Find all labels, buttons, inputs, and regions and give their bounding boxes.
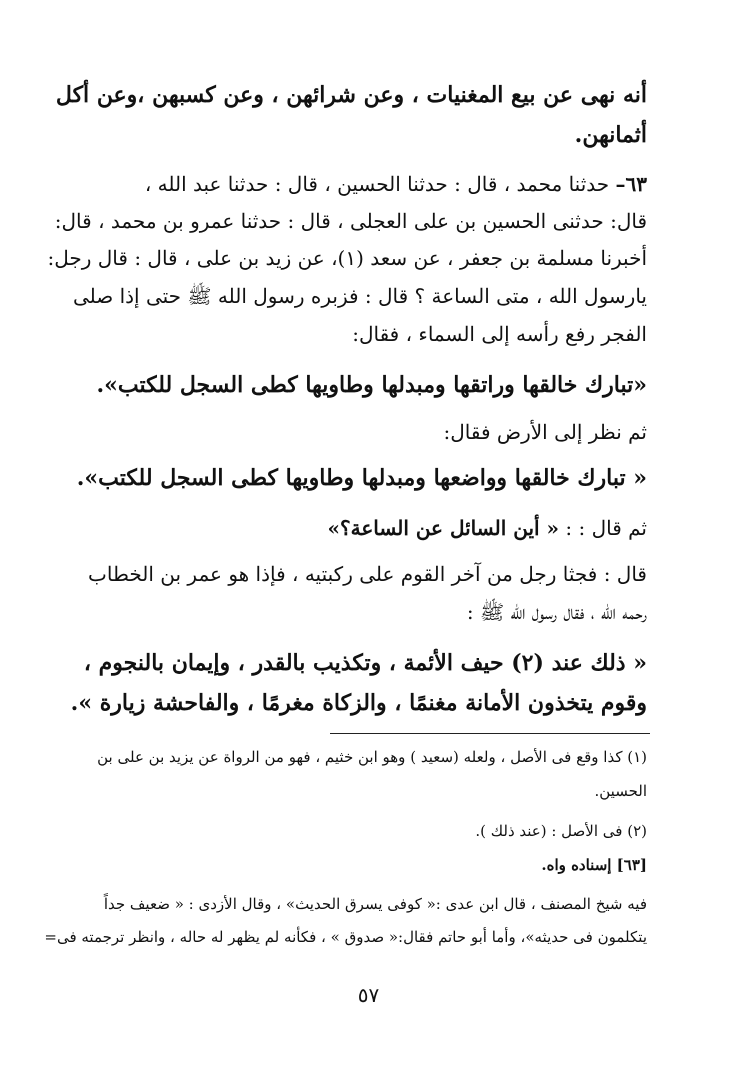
hadith-63-line-6: ثم نظر إلى الأرض فقال: — [443, 420, 647, 444]
hadith-63-line-9: رحمه الله ، فقال رسول الله ﷺ : — [466, 600, 647, 624]
footnote-3-line-2: يتكلمون فى حديثه»، وأما أبو حاتم فقال:« صدوق » ، فكأنه لم يظهر له حاله ، وانظر ترجمته فى= — [44, 928, 647, 946]
hadith-63-line-3: أخبرنا مسلمة بن جعفر ، عن سعد (١)، عن زيد بن على ، قال : قال رجل: — [47, 246, 647, 270]
hadith-63-line-2: قال: حدثنى الحسين بن على العجلى ، قال : حدثنا عمرو بن محمد ، قال: — [54, 209, 647, 233]
hadith-63-line-4: يارسول الله ، متى الساعة ؟ قال : فزبره رسول الله ﷺ حتى إذا صلى — [72, 284, 647, 308]
hadith-63-line-1 — [87, 172, 647, 196]
footnote-1-line-2: الحسين. — [594, 782, 647, 800]
line-7-quote: « أين السائل عن الساعة؟» — [327, 516, 560, 540]
quote-3-line-1: « ذلك عند (٢) حيف الأئمة ، وتكذيب بالقدر ، وإيمان بالنجوم ، — [83, 650, 647, 676]
footnote-2: (٢) فى الأصل : (عند ذلك ). — [475, 822, 647, 840]
hadith-63-line-7 — [328, 516, 647, 540]
header-line-1: أنه نهى عن بيع المغنيات ، وعن شرائهن ، وعن كسبهن ،وعن أكل — [55, 82, 647, 108]
hadith-number: ٦٣– — [615, 172, 647, 196]
quote-2: « تبارك خالقها وواضعها ومبدلها وطاويها كطى السجل للكتب». — [76, 465, 647, 491]
hadith-63-line-1-text: حدثنا محمد ، قال : حدثنا الحسين ، قال : حدثنا عبد الله ، — [144, 172, 616, 196]
hadith-63-line-5: الفجر رفع رأسه إلى السماء ، فقال: — [352, 322, 647, 346]
footnote-1-line-1: (١) كذا وقع فى الأصل ، ولعله (سعيد ) وهو ابن خثيم ، فهو من الرواة عن يزيد بن على بن — [97, 748, 647, 766]
header-line-2: أثمانهن. — [574, 122, 647, 148]
footnote-3-title: [٦٣] إسناده واه. — [541, 856, 647, 874]
quote-1: «تبارك خالقها وراتقها ومبدلها وطاويها كطى السجل للكتب». — [96, 372, 647, 398]
page-number: ٥٧ — [357, 983, 380, 1007]
footnote-divider — [330, 733, 650, 734]
quote-3-line-2: وقوم يتخذون الأمانة مغنمًا ، والزكاة مغرمًا ، والفاحشة زيارة ». — [70, 690, 647, 716]
footnote-3-line-1: فيه شيخ المصنف ، قال ابن عدى :« كوفى يسرق الحديث» ، وقال الأزدى : « ضعيف جداً — [103, 895, 647, 913]
hadith-63-line-8: قال : فجثا رجل من آخر القوم على ركبتيه ، فإذا هو عمر بن الخطاب — [88, 562, 647, 586]
line-7-prefix: ثم قال : : — [559, 516, 647, 540]
